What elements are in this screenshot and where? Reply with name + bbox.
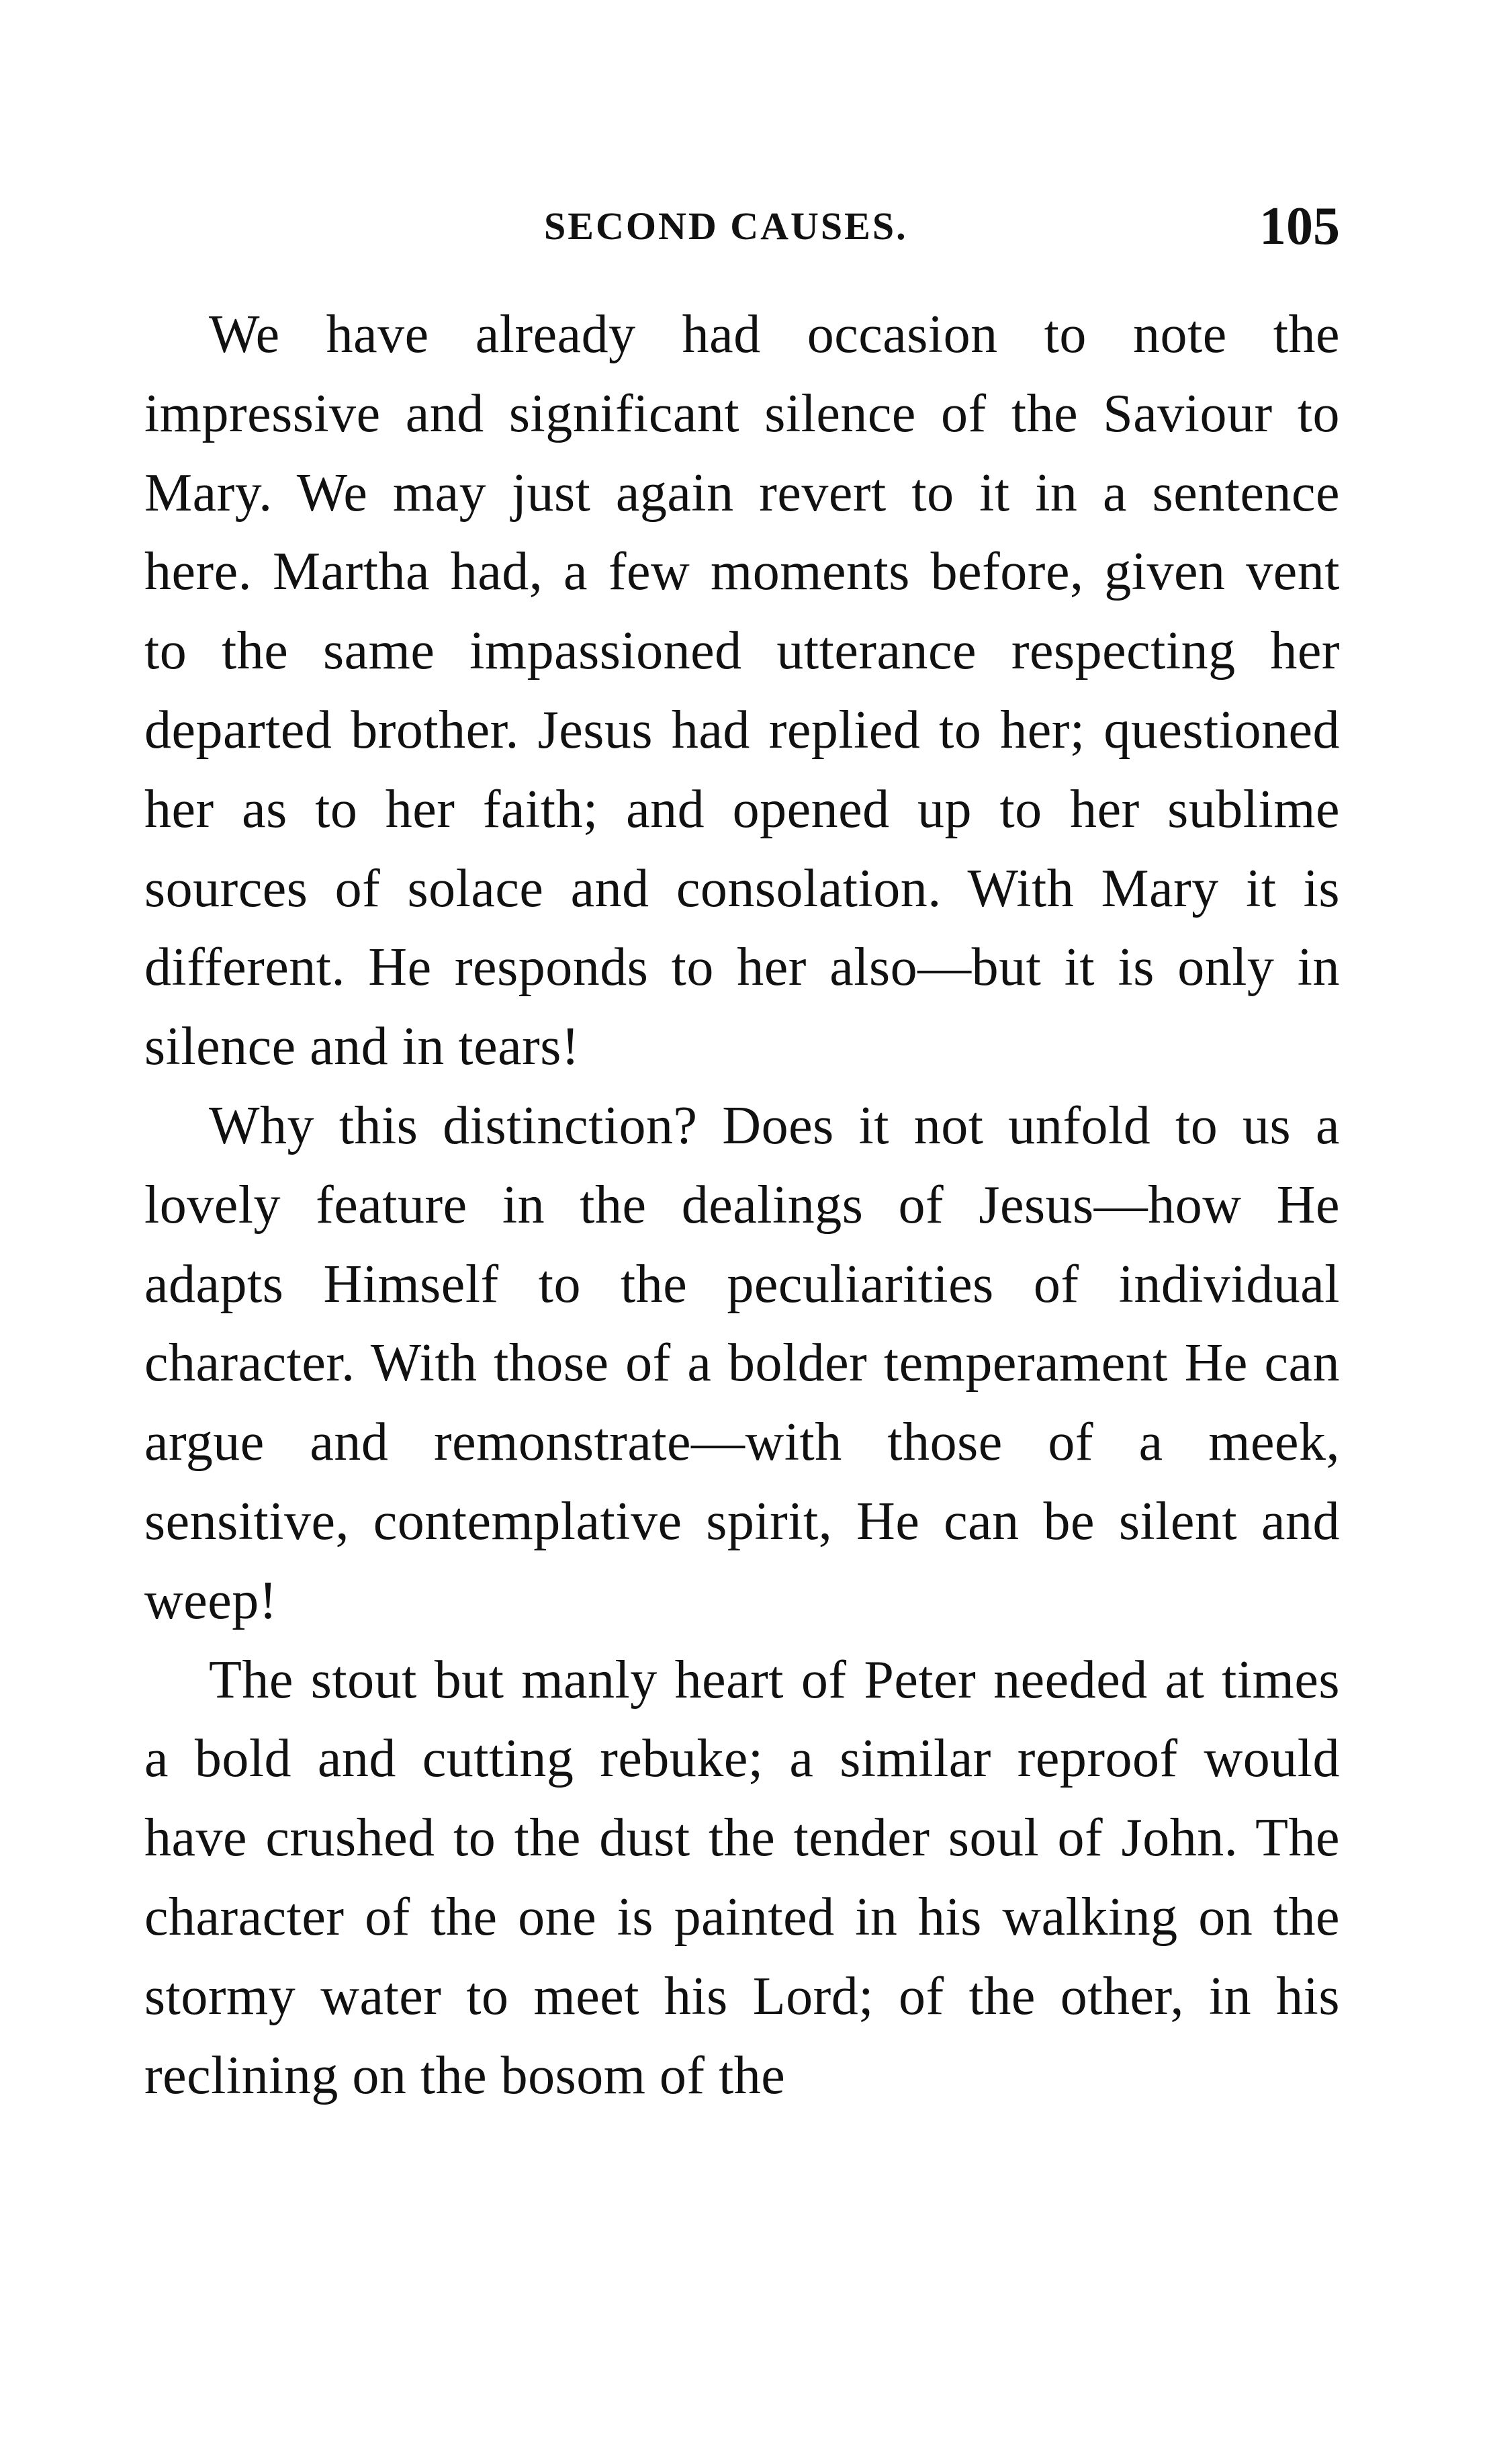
body-text (144, 296, 1340, 2115)
paragraph-2: Why this distinction? Does it not unfold to us a lovely feature in the dealings of Jesus—how He adapts Himself to the peculiarities of individual character. With those of a bolder temperament He can argue and remonstrate—with those of a meek, sensitive, contemplative spirit, He can be silent and weep! (144, 1096, 1340, 1630)
paragraph-3: The stout but manly heart of Peter needed at times a bold and cutting rebuke; a similar reproof would have crushed to the dust the tender soul of John. The character of the one is painted in his walking on the stormy water to meet his Lord; of the other, in his reclining on the bosom of the (144, 1650, 1340, 2105)
running-head (144, 196, 1340, 257)
running-title: SECOND CAUSES. (544, 204, 908, 248)
paragraph-1: We have already had occasion to note the impressive and significant silence of the Saviour to Mary. We may just again revert to it in a sentence here. Martha had, a few moments before, given vent to the same impassioned utterance respecting her departed brother. Jesus had replied to her; questioned her as to her faith; and opened up to her sublime sources of solace and consolation. With Mary it is different. He responds to her also—but it is only in silence and in tears! (144, 305, 1340, 1077)
page-number: 105 (1259, 197, 1340, 256)
